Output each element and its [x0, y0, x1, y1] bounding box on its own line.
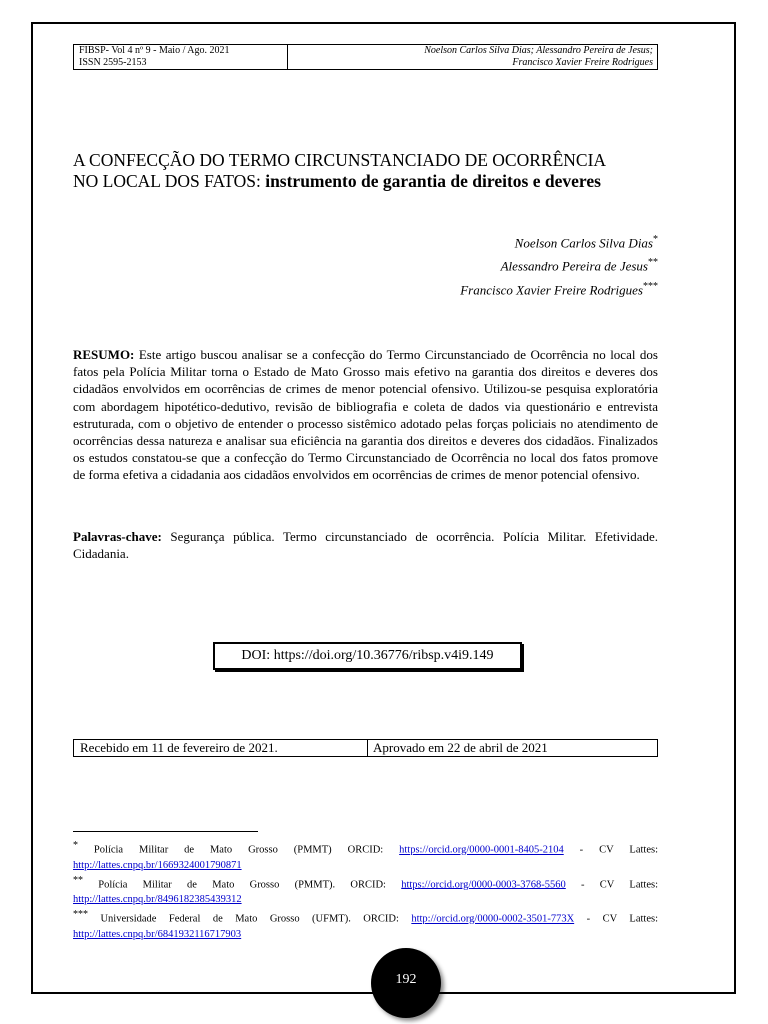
journal-info — [74, 45, 288, 69]
author-2 — [300, 253, 658, 276]
lattes-link[interactable]: http://lattes.cnpq.br/1669324001790871 — [73, 859, 242, 871]
orcid-link[interactable]: https://orcid.org/0000-0003-3768-5560 — [401, 879, 566, 890]
running-header — [73, 44, 658, 70]
title-lead: NO LOCAL DOS FATOS: — [73, 171, 261, 191]
footnotes — [73, 838, 658, 942]
footnote-mark: * — [73, 840, 78, 851]
author-3 — [300, 277, 658, 300]
author-footnote-mark[interactable]: ** — [648, 257, 658, 269]
footnote-separator — [73, 831, 258, 832]
author-name: Alessandro Pereira de Jesus — [500, 258, 648, 274]
header-authors-line1: Noelson Carlos Silva Dias; Alessandro Pereira de Jesus; — [424, 45, 653, 56]
footnote-mid: - CV Lattes: — [574, 913, 659, 925]
abstract — [73, 346, 658, 484]
article-title — [73, 150, 673, 192]
author-footnote-mark[interactable]: * — [653, 234, 658, 245]
page-number-badge — [371, 948, 441, 1018]
footnote-text: Polícia Militar de Mato Grosso (PMMT) ORCID: — [78, 844, 400, 856]
submission-dates — [73, 739, 658, 757]
footnote-mark: *** — [73, 909, 88, 920]
footnote-3 — [73, 907, 658, 942]
received-date: Recebido em 11 de fevereiro de 2021. — [74, 740, 368, 756]
lattes-link[interactable]: http://lattes.cnpq.br/6841932116717903 — [73, 928, 242, 940]
abstract-text: Este artigo buscou analisar se a confecção do Termo Circunstanciado de Ocorrência no local dos fatos pela Polícia Militar torna o Estado de Mato Grosso mais efetivo na garantia dos direitos e deveres dos cidadãos envolvidos em ocorrências de crimes de menor potencial ofensivo. Utilizou-se pesquisa exploratória com abordagem hipotético-dedutivo, revisão de bibliografia e coleta de dados via questionário e entrevista estruturada, com o objetivo de entender o processo sistêmico adotado pelas forças policiais no atendimento de ocorrências dessa natureza e analisar sua eficiência na garantia dos direitos e deveres dos cidadãos. Finalizados os estudos constatou-se que a confecção do Termo Circunstanciado de Ocorrência no local dos fatos promove de forma efetiva a cidadania aos cidadãos envolvidos em ocorrências de crimes de menor potencial ofensivo. — [73, 347, 658, 483]
footnote-2 — [73, 873, 658, 908]
title-line2 — [73, 171, 673, 192]
approved-date: Aprovado em 22 de abril de 2021 — [373, 740, 548, 755]
abstract-label: RESUMO: — [73, 347, 135, 362]
author-name: Francisco Xavier Freire Rodrigues — [460, 281, 643, 297]
orcid-link[interactable]: https://orcid.org/0000-0001-8405-2104 — [399, 844, 564, 856]
doi-box[interactable]: DOI: https://doi.org/10.36776/ribsp.v4i9.149 — [213, 642, 522, 670]
lattes-link[interactable]: http://lattes.cnpq.br/8496182385439312 — [73, 894, 242, 905]
author-list — [300, 230, 658, 300]
header-authors-line2: Francisco Xavier Freire Rodrigues — [512, 57, 653, 68]
keywords-label: Palavras-chave: — [73, 529, 162, 544]
page-number: 192 — [395, 972, 417, 987]
footnote-1 — [73, 838, 658, 873]
issn: ISSN 2595-2153 — [79, 57, 147, 68]
footnote-text: Universidade Federal de Mato Grosso (UFMT). ORCID: — [88, 913, 412, 925]
footnote-text: Polícia Militar de Mato Grosso (PMMT). ORCID: — [83, 879, 402, 890]
journal-line: FIBSP- Vol 4 nº 9 - Maio / Ago. 2021 — [79, 45, 230, 56]
footnote-mark: ** — [73, 874, 83, 886]
author-1 — [300, 230, 658, 253]
author-name: Noelson Carlos Silva Dias — [514, 235, 653, 251]
header-authors — [288, 45, 657, 69]
orcid-link[interactable]: http://orcid.org/0000-0002-3501-773X — [411, 913, 575, 925]
keywords — [73, 528, 658, 562]
keywords-text: Segurança pública. Termo circunstanciado de ocorrência. Polícia Militar. Efetividade. Cidadania. — [73, 529, 658, 562]
title-subtitle: instrumento de garantia de direitos e deveres — [260, 171, 601, 191]
title-line1: A CONFECÇÃO DO TERMO CIRCUNSTANCIADO DE OCORRÊNCIA — [73, 150, 607, 170]
author-footnote-mark[interactable]: *** — [643, 280, 658, 292]
footnote-mid: - CV Lattes: — [563, 844, 659, 856]
footnote-mid: - CV Lattes: — [565, 879, 659, 890]
